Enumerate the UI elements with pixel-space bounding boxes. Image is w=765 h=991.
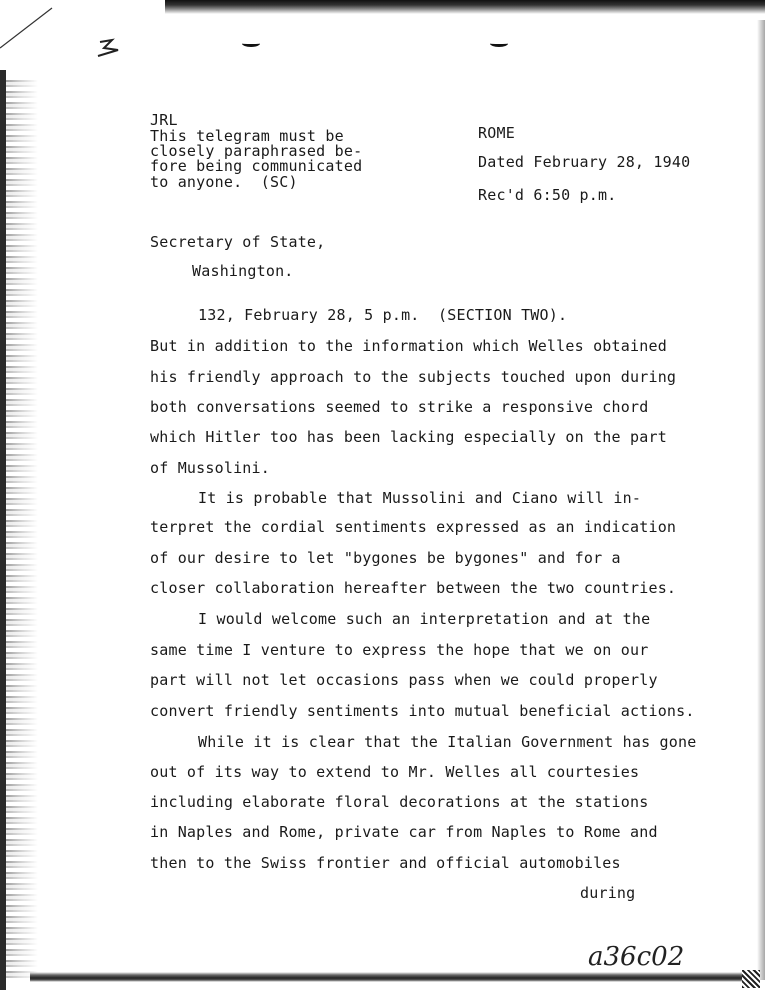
body-line-11: same time I venture to express the hope that we on our [150,641,649,659]
routing-code: JRL [150,111,178,129]
scan-border-right [757,20,765,980]
punch-mark-right [490,40,508,47]
catchword: during [580,884,636,902]
scan-border-top [165,0,765,14]
telegram-reference: 132, February 28, 5 p.m. (SECTION TWO). [198,306,568,324]
date-line: Dated February 28, 1940 [478,153,691,171]
scan-corner-artifact [742,970,760,988]
punch-mark-left [242,40,260,47]
notice-line-1: This telegram must be [150,127,344,145]
body-line-9: closer collaboration hereafter between the two countries. [150,579,677,597]
body-line-15: out of its way to extend to Mr. Welles all courtesies [150,763,640,781]
body-line-16: including elaborate floral decorations at the stations [150,793,649,811]
body-line-3: both conversations seemed to strike a responsive chord [150,398,649,416]
corner-pen-mark-icon [0,0,130,70]
body-line-1: But in addition to the information which Welles obtained [150,337,667,355]
notice-line-3: fore being communicated [150,157,363,175]
body-line-10: I would welcome such an interpretation and at the [198,610,651,628]
notice-line-4: to anyone. (SC) [150,173,298,191]
body-line-18: then to the Swiss frontier and official automobiles [150,854,621,872]
scan-border-bottom [30,972,750,982]
body-line-13: convert friendly sentiments into mutual beneficial actions. [150,702,695,720]
body-line-2: his friendly approach to the subjects touched upon during [150,368,677,386]
notice-line-2: closely paraphrased be- [150,142,363,160]
body-line-5: of Mussolini. [150,459,270,477]
body-line-17: in Naples and Rome, private car from Naples to Rome and [150,823,658,841]
body-line-12: part will not let occasions pass when we could properly [150,671,658,689]
body-line-8: of our desire to let "bygones be bygones" and for a [150,549,621,567]
handwritten-file-code: a36c02 [588,942,685,972]
scan-edge-left [0,70,6,990]
body-line-14: While it is clear that the Italian Government has gone [198,733,697,751]
body-line-6: It is probable that Mussolini and Ciano will in- [198,489,642,507]
recipient: Secretary of State, [150,233,326,251]
recipient-location: Washington. [192,262,294,280]
origin-city: ROME [478,124,515,142]
body-line-7: terpret the cordial sentiments expressed as an indication [150,518,677,536]
body-line-4: which Hitler too has been lacking especially on the part [150,428,667,446]
received-time: Rec'd 6:50 p.m. [478,186,617,204]
